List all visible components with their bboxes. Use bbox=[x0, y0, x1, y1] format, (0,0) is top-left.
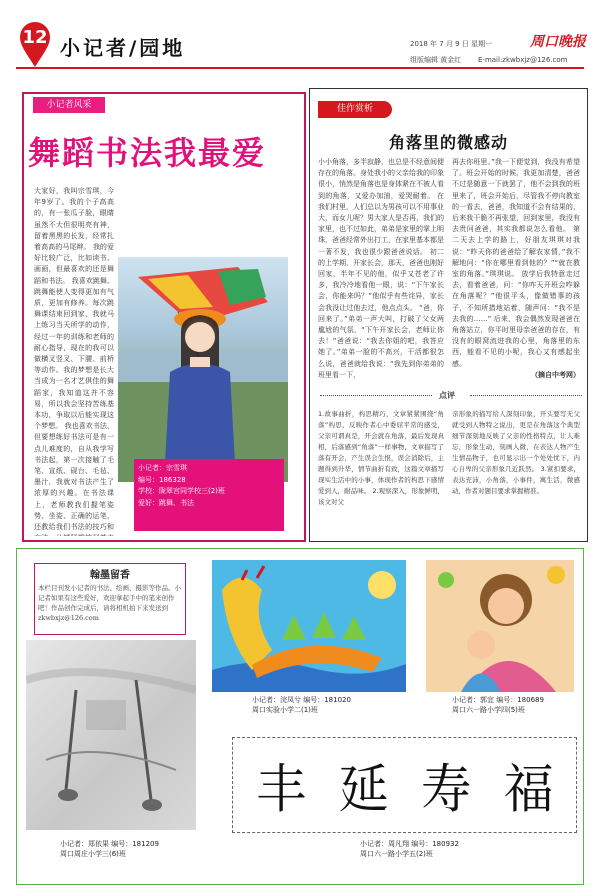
painting2-caption-line1: 小记者：郭宜 编号：180689 bbox=[452, 696, 544, 704]
painting1-caption bbox=[252, 695, 351, 715]
right-article-title: 角落里的微感动 bbox=[388, 133, 508, 152]
calligraphy-char: 寿 bbox=[421, 758, 472, 820]
painting1-caption-line2: 周口实验小学二(1)班 bbox=[252, 706, 318, 714]
right-article-column-2-text: 再去你班里。”我一下便觉到，我没有希望了。班会开始的时候，我更加清楚，爸爸不过是随意一下就罢了，他不会到我的班里来了，班会开始后，尽管我不停向教室的一看去，爸爸，我知道不会有结果的，后来我干脆不再张望，回到家里，我没有去贵问爸爸，其实我都说怎么看他。 第二天去上学的路上，好朋友琪琪对我说：“昨天你的爸爸给了解农家情，”我不解地问：“你在哪里看到他的？”“就在教室的角落。”琪琪说。 放学后我特意走过去，看着爸爸，问：“你咋天开班会咋躲在角落呢？”他很平头，像做错事的孩子，不知所措地站着，随声问：“我不是去我的……” 后来，我会偶然发现爸爸在角落站立，你平时里母亲爸爸的存在，有没有的眼窝流进我的心里，角落里的东西，能看不见的小呢，我心又有感起坐感。 bbox=[452, 158, 580, 368]
comment-divider-right-line bbox=[470, 395, 582, 396]
reporter-hobby: 爱好：跳舞、书法 bbox=[138, 498, 194, 507]
painting2-caption-line2: 周口六一路小学四(5)班 bbox=[452, 706, 525, 714]
left-article-body: 大家好，我叫宗雪琪，今年9岁了。我的个子高高的，有一张瓜子脸，眼睛虽然不大但很明亮有神，留着黑黑的长发，经常扎着高高的马尾辫。 我的爱好比较广泛，比如读书、画画，但最喜欢的还是舞蹈和书法。 我喜欢跳舞。跳舞能使人变得更加有气质，更加有修养。每次跳舞课结束回到家，我就马上练习当天所学的动作，经过一年的训练和老师的耐心指导，现在的我可以做横叉竖叉、下腰、前桥等动作。我的梦想是长大当成为一名才艺俱佳的舞蹈家，我知道这并不容易，所以我会坚持苦练基本功，争取以后能实现这个梦想。 我也喜欢书法，但要想练好书法可是有一点儿难度的，自从我学写书法起，第一次接触了毛笔、宣纸、砚台、毛毡、墨汁，我就对书法产生了浓厚的兴趣。在书法课上，老师教我们握笔姿势、坐姿、正确的运笔，还教给我们书法的技巧和 bbox=[34, 187, 114, 532]
section-title: 小记者/园地 bbox=[60, 36, 186, 60]
sketch-caption bbox=[60, 839, 159, 859]
right-article-tag: 佳作赏析 bbox=[318, 101, 392, 118]
comment-column-1: 1.故事曲折，构思精巧，文章紧紧围绕“角落”构思，反映作者心中委屈平常的感受，父亲可谓真是，开会就在角落，最后发现真相，后落感到“角落”一样事物，文章描写了落有开会，产生误会生恨，误会消除后，主题得到升华，情节曲折有致，这篇文章描写现实生活中的小事，体现作者的构思下感情爱到人，耐品味。 2.观察深入，形象鲜明，该文对父 bbox=[318, 410, 444, 506]
reporter-number: 编号：186328 bbox=[138, 475, 186, 484]
reporter-name: 小记者：宗雪琪 bbox=[138, 464, 187, 472]
calligraphy-char: 延 bbox=[338, 758, 389, 820]
calligraphy-caption bbox=[360, 839, 459, 859]
mother-child-painting bbox=[426, 560, 574, 692]
calligraphy-char: 丰 bbox=[256, 758, 307, 820]
painting1-caption-line1: 小记者：浣凤兮 编号：181020 bbox=[252, 696, 351, 704]
painting2-caption bbox=[452, 695, 544, 715]
column-intro-text: 本栏目刊发小记者的书法、绘画、摄影等作品。小记者如果有这些爱好，欢迎拿起手中的笔来创作吧！作品创作完成后，请将相机拍下来发送到 zkwbxjz@126.com bbox=[38, 584, 181, 622]
header-divider bbox=[16, 67, 584, 69]
article-source: （摘自中考网） bbox=[531, 370, 580, 379]
left-article-title: 舞蹈书法我最爱 bbox=[28, 134, 267, 172]
reporter-info-box bbox=[134, 459, 284, 531]
reporter-school: 学校：陇翠宫同学校三(2)班 bbox=[138, 487, 225, 495]
comment-label: 点评 bbox=[439, 391, 455, 400]
calligraphy-caption-line2: 周口六一路小学五(2)班 bbox=[360, 850, 433, 858]
newspaper-logo: 周口晚报 bbox=[530, 34, 586, 50]
right-article-column-2 bbox=[452, 157, 580, 387]
calligraphy-char: 福 bbox=[503, 758, 554, 820]
reporter-photo bbox=[118, 257, 288, 482]
contact-email: E-mail:zkwbxjz@126.com bbox=[478, 56, 568, 64]
layout-editor: 组版编辑 黄金红 bbox=[410, 56, 462, 64]
issue-date: 2018 年 7 月 9 日 星期一 bbox=[410, 40, 493, 48]
comment-column-2: 亲形象的描写给人深刻印象，开头要写无父就受到人物特之说出，更是在角落这个典型细节深刻地反映了父亲的性格特点，让人难忘，形象生动，刻画入微，在表达人物产生生情品物子，也可显示出一个处处忧下，内心自卑的父亲形象几近跃然。 3.紧扣要求，表达充沛，小角落，小事件，寓生活，微感动，作者对题目要求掌握精准。 bbox=[452, 410, 580, 495]
comment-divider-left-line bbox=[320, 395, 432, 396]
comment-divider bbox=[320, 390, 582, 400]
sketch-caption-line2: 周口周庄小学三(6)班 bbox=[60, 850, 126, 858]
left-article-tag: 小记者风采 bbox=[33, 97, 105, 113]
dragon-boat-painting bbox=[212, 560, 406, 692]
sketch-artwork bbox=[26, 640, 196, 830]
calligraphy-caption-line1: 小记者：周凡翔 编号：180932 bbox=[360, 840, 459, 848]
sketch-caption-line1: 小记者：郑依果 编号：181209 bbox=[60, 840, 159, 848]
right-article-column-1: 小小角落，多半寂静，也总是不经意间便存在的角落。身处我小的父亲给我的印象很小，悄然是角落也是身体紧在不被人看到的角落，又爱办加油，爱哭耐着。 在我们村里，人们总以为男孩可以不用事业大，而女儿呢？男大家人是否再，我们的家里，也不过如此，弟弟是家里的掌上明珠，爸爸经常外出打工，在家里基本都是一著不发，我也很少跟爸爸说话。 初二的上学期，开家长会，那天，爸爸也刚好回家，半年不见的他，似乎又苍老了许多，我冷冷地看他一眼，说：“下午家长会，你能来吗？”他似乎有些诧异，家长会我没让过他去过，他点点头。 “爸，你回来了。”弟弟一声大叫，打破了父女两尴尬的气氛，“下午开家长会，老师让你去！”爸爸说：“我去你姐的吧，我答应她了。”弟弟一脸的不高兴，干活都很怎么说，爸爸就给我说：“我先到你弟弟的班里看一下， bbox=[318, 158, 444, 379]
page-number: 12 bbox=[22, 27, 48, 48]
calligraphy-artwork bbox=[240, 752, 570, 818]
column-intro-title: 翰墨留香 bbox=[56, 566, 164, 580]
